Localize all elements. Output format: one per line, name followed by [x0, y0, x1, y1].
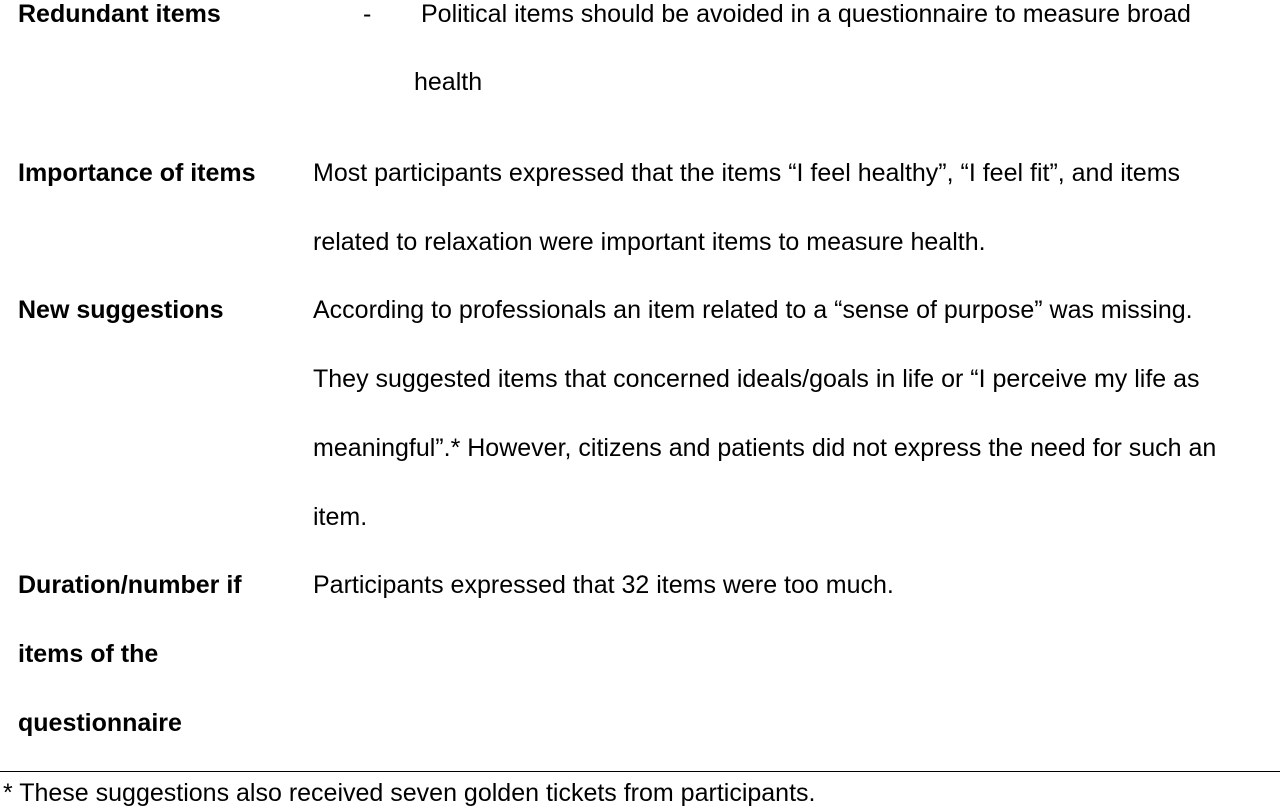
- row-text-line: item.: [313, 503, 368, 531]
- table-bottom-rule: [0, 771, 1280, 772]
- row-text-line: They suggested items that concerned ideals/goals in life or “I perceive my life as: [313, 365, 1200, 393]
- row-text-line: related to relaxation were important items to measure health.: [313, 228, 986, 256]
- row-text-line: According to professionals an item related to a “sense of purpose” was missing.: [313, 296, 1193, 324]
- row-label-duration-number: Duration/number if: [18, 571, 242, 599]
- row-text-line: Political items should be avoided in a questionnaire to measure broad: [421, 0, 1191, 28]
- row-label-duration-number: items of the: [18, 640, 159, 668]
- row-text-line: Participants expressed that 32 items were too much.: [313, 571, 894, 599]
- row-text-line: Most participants expressed that the items “I feel healthy”, “I feel fit”, and items: [313, 159, 1181, 187]
- row-label-new-suggestions: New suggestions: [18, 296, 224, 324]
- row-label-redundant-items: Redundant items: [18, 0, 221, 28]
- table-footnote: * These suggestions also received seven golden tickets from participants.: [3, 779, 816, 807]
- row-text-line: health: [414, 68, 483, 96]
- row-label-duration-number: questionnaire: [18, 709, 182, 737]
- list-bullet: -: [363, 0, 372, 28]
- row-label-importance-of-items: Importance of items: [18, 159, 256, 187]
- row-text-line: meaningful”.* However, citizens and patients did not express the need for such an: [313, 434, 1217, 462]
